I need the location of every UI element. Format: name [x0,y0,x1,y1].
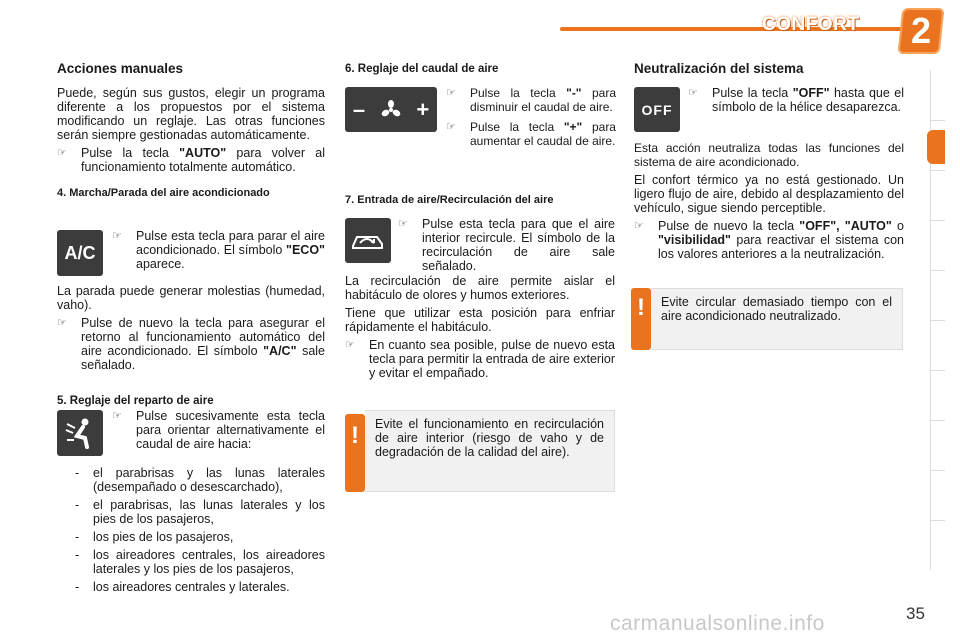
intro-text: Puede, según sus gustos, elegir un programa diferente a los propuestos por el sistema modificando un reglaje. Las otras funciones serán siempre gestionadas automáticamente. [57,86,325,142]
chapter-number: 2 [910,10,932,51]
list-item: - el parabrisas y las lunas laterales (desempañado o desescarchado), [75,466,325,494]
section-title-ac: 4. Marcha/Parada del aire acondicionado [57,187,270,199]
ac-button-image: A/C [57,230,103,276]
recirculation-note-1: La recirculación de aire permite aislar el habitáculo de olores y humos exteriores. [345,274,615,302]
section-title-distribution: 5. Reglaje del reparto de aire [57,395,214,407]
bullet-reactivate: ☞ Pulse de nuevo la tecla "OFF", "AUTO" o "visibilidad" para reactivar el sistema con los valores anteriores a la neutralización. [634,219,904,261]
warning-marker [345,414,365,492]
active-chapter-tab [927,130,945,164]
finger-icon: ☞ [446,87,456,99]
chapter-number-badge [898,8,945,54]
distribution-list [57,466,325,598]
chapter-title: CONFORT [762,14,860,35]
finger-icon: ☞ [345,339,355,351]
bullet-auto: ☞ Pulse la tecla "AUTO" para volver al funcionamiento totalmente automático. [57,146,325,174]
list-item: - los aireadores centrales y laterales. [75,580,290,594]
list-item: - los aireadores centrales, los aireadores laterales y los pies de los pasajeros, [75,548,325,576]
finger-icon: ☞ [398,218,408,230]
warning-box-recirculation: Evite el funcionamiento en recirculación de aire interior (riesgo de vaho y de degradación de la calidad del aire). [365,410,615,492]
warning-box-neutralization: Evite circular demasiado tiempo con el aire acondicionado neutralizado. [651,288,903,350]
bullet-ac-stop: ☞ Pulse esta tecla para parar el aire acondicionado. El símbolo "ECO" aparece. [112,229,325,271]
finger-icon: ☞ [112,230,122,242]
list-item: - el parabrisas, las lunas laterales y los pies de los pasajeros, [75,498,325,526]
warning-icon: ! [351,422,359,449]
bullet-recirculation: ☞ Pulse esta tecla para que el aire interior recircule. El símbolo de la recirculación de aire sale señalado. [398,217,615,273]
off-button-image: OFF [634,87,680,132]
page-number: 35 [906,604,925,623]
thermal-comfort-note: El confort térmico ya no está gestionado. Un ligero flujo de aire, debido al desplazamiento del vehículo, sigue siendo perceptible. [634,173,904,215]
finger-icon: ☞ [446,121,456,133]
seated-person-air-icon [63,416,97,450]
fan-speed-button-image [345,87,437,132]
header-bar [560,27,920,31]
bullet-recirculation-off: ☞ En cuanto sea posible, pulse de nuevo esta tecla para permitir la entrada de aire exterior y evitar el empañado. [345,338,615,380]
bullet-distribution: ☞ Pulse sucesivamente esta tecla para orientar alternativamente el caudal de aire hacia: [112,409,325,451]
column-manual-actions [57,62,325,208]
warning-marker [631,288,651,350]
finger-icon: ☞ [57,317,67,329]
fan-icon [381,100,401,120]
warning-icon: ! [637,294,645,321]
section-title-manual: Acciones manuales [57,61,184,76]
section-title-neutralization: Neutralización del sistema [634,61,804,76]
watermark: carmanualsonline.info [610,612,825,635]
bullet-ac-restart: ☞ Pulse de nuevo la tecla para asegurar el retorno al funcionamiento automático del aire acondicionado. El símbolo "A/C" sale señalado. [57,316,326,372]
minus-icon: – [352,96,366,122]
finger-icon: ☞ [688,87,698,99]
bullet-fan-decrease: ☞ Pulse la tecla "-" para disminuir el caudal de aire. [446,86,616,114]
bullet-fan-increase: ☞ Pulse la tecla "+" para aumentar el caudal de aire. [446,120,616,148]
bullet-off: ☞ Pulse la tecla "OFF" hasta que el símbolo de la hélice desaparezca. [688,86,904,114]
finger-icon: ☞ [112,410,122,422]
recirculation-car-icon [350,228,386,254]
recirculation-note-2: Tiene que utilizar esta posición para enfriar rápidamente el habitáculo. [345,306,615,334]
plus-icon: + [416,96,430,122]
list-item: - los pies de los pasajeros, [75,530,234,544]
finger-icon: ☞ [634,220,644,232]
side-tabs [930,70,945,570]
finger-icon: ☞ [57,147,67,159]
neutralization-note: Esta acción neutraliza todas las funciones del sistema de aire acondicionado. [634,141,904,169]
air-distribution-button-image [57,410,103,456]
ac-note: La parada puede generar molestias (humedad, vaho). [57,284,325,312]
section-title-recirculation: 7. Entrada de aire/Recirculación del aire [345,194,554,206]
recirculation-button-image [345,218,391,263]
section-title-flow: 6. Reglaje del caudal de aire [345,63,499,75]
